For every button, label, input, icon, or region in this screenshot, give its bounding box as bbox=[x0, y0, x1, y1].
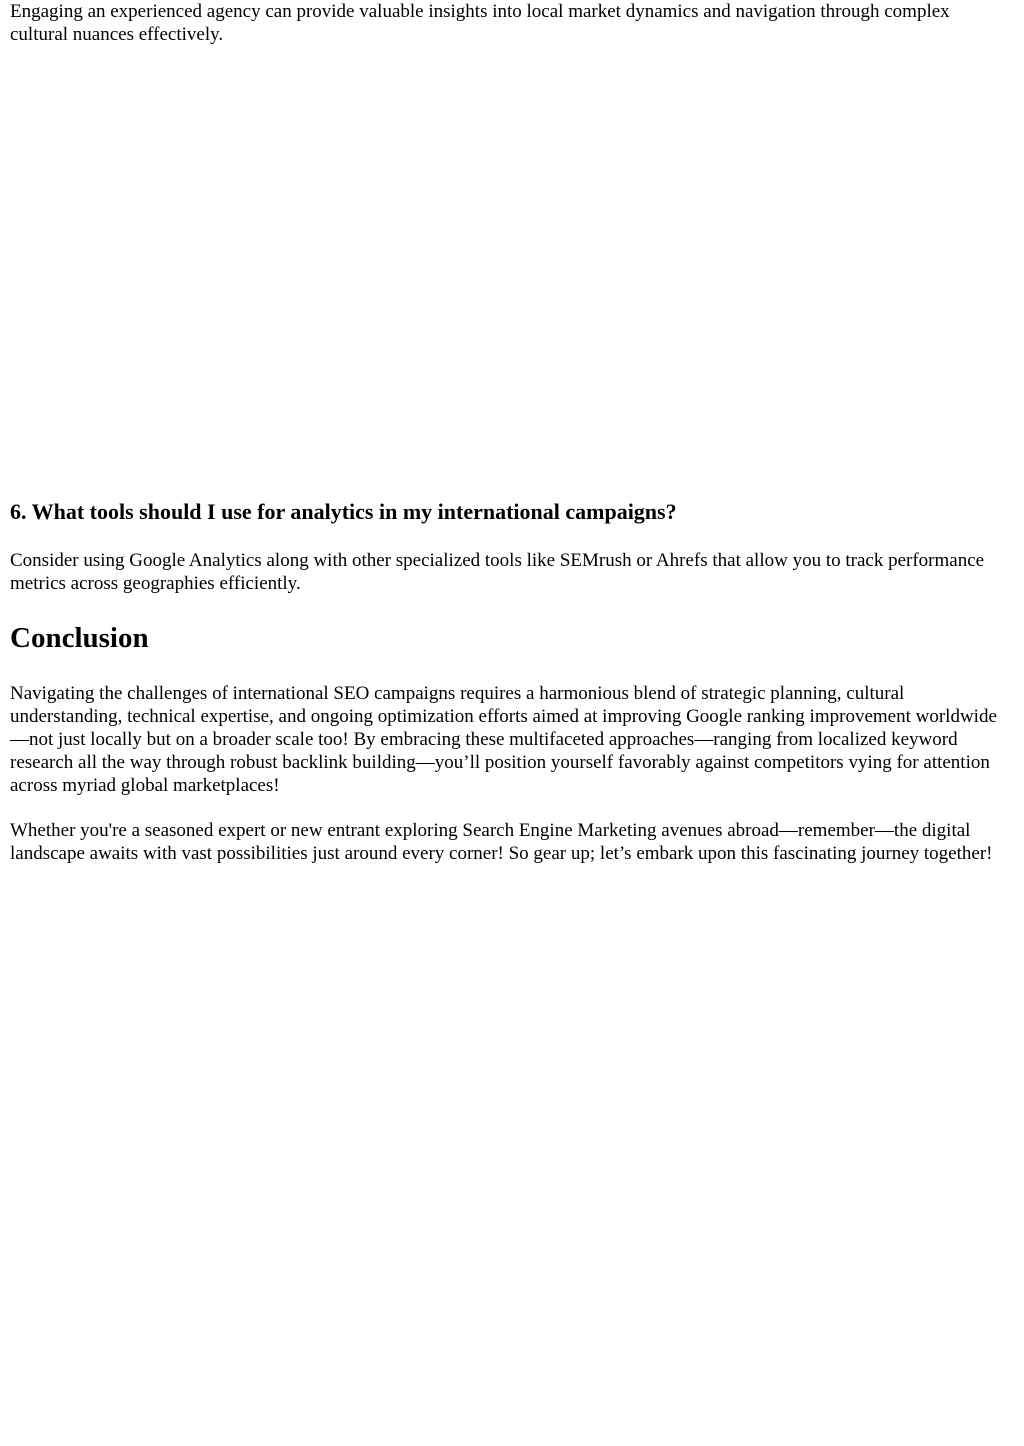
conclusion-paragraph-2: Whether you're a seasoned expert or new entrant exploring Search Engine Marketing avenues abroad—remember—the digital landscape awaits with vast possibilities just around every corner! So gear up; let’s embark upon this fascinating journey together! bbox=[10, 820, 993, 864]
faq-6-answer: Consider using Google Analytics along with other specialized tools like SEMrush or Ahrefs that allow you to track performance metrics across geographies efficiently. bbox=[10, 550, 985, 594]
conclusion-heading: Conclusion bbox=[10, 622, 149, 654]
conclusion-paragraph-1: Navigating the challenges of international SEO campaigns requires a harmonious blend of strategic planning, cultural understanding, technical expertise, and ongoing optimization efforts aimed at improving Google ranking improvement worldwide—not just locally but on a broader scale too! By embracing these multifaceted approaches—ranging from localized keyword research all the way through robust backlink building—you’ll position yourself favorably against competitors vying for attention across myriad global marketplaces! bbox=[10, 683, 997, 796]
intro-paragraph: Engaging an experienced agency can provide valuable insights into local market dynamics and navigation through complex cultural nuances effectively. bbox=[10, 1, 950, 45]
faq-6-heading: 6. What tools should I use for analytics in my international campaigns? bbox=[10, 499, 677, 524]
